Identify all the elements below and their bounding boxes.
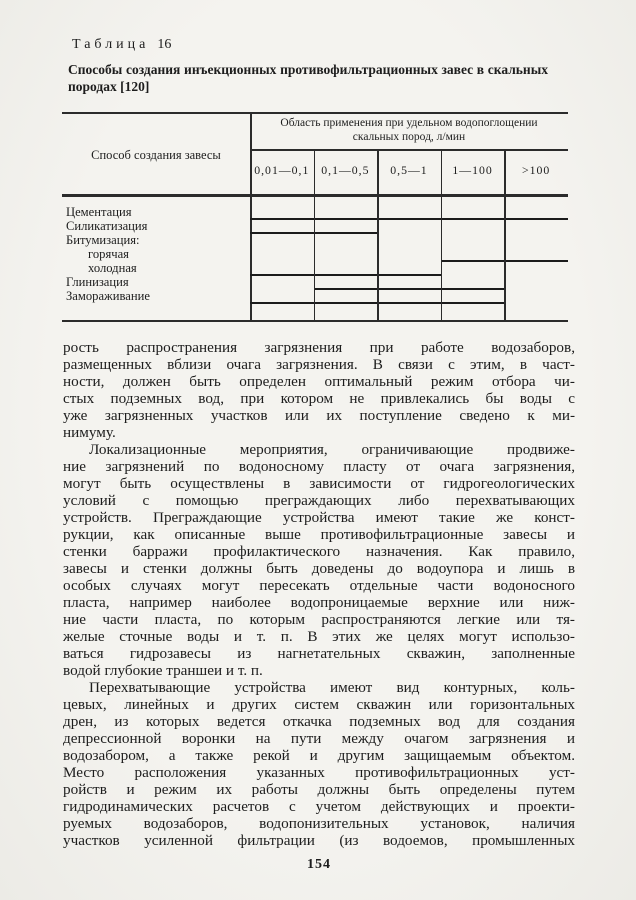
text-line: стенки барражи профилактического назначения. Как правило, <box>63 543 575 560</box>
text-line: цевых, линейных и других систем скважин или горизонтальных <box>63 696 575 713</box>
group-header-line: Область применения при удельном водопоглощении <box>280 117 538 129</box>
text-line: дрен, из которых ведется откачка подземных вод для создания <box>63 713 575 730</box>
text-line: участков усиленной фильтрации (из водоемов, промышленных <box>63 832 575 849</box>
text-line: устройств. Преграждающие устройства имеют такие же конст- <box>63 509 575 526</box>
data-table <box>62 112 568 322</box>
text-line: пласта, например наиболее водопроницаемые верхние или ниж- <box>63 594 575 611</box>
table-bottom-border <box>62 320 568 322</box>
text-line: могут быть осуществлены в зависимости от гидрогеологических <box>63 475 575 492</box>
text-line: водой глубокие траншеи и т. п. <box>63 662 263 679</box>
table-row <box>62 205 568 219</box>
table-title <box>68 62 548 95</box>
text-line: ваться гидрозавесы из нагнетательных скважин, заполненные <box>63 645 575 662</box>
paragraph <box>63 339 575 441</box>
table-row <box>62 247 568 261</box>
text-line: особых случаях могут пересекать отдельные части водоносного <box>63 577 575 594</box>
table-row <box>62 261 568 275</box>
text-line: ройств и режим их работы должны быть определены путем <box>63 781 575 798</box>
text-line: Место расположения указанных противофильтрационных уст- <box>63 764 575 781</box>
table-row <box>62 219 568 233</box>
text-line: рость распространения загрязнения при работе водозаборов, <box>63 339 575 356</box>
column-divider <box>377 149 378 320</box>
table-row <box>62 289 568 303</box>
table-word: Таблица <box>72 37 150 52</box>
table-title-line: Способы создания инъекционных противофильтрационных завес в скальных <box>68 62 548 77</box>
text-line: стых подземных вод, при котором не привлекались бы воды с <box>63 390 575 407</box>
row-label: холодная <box>88 261 137 275</box>
group-column-header <box>250 117 568 144</box>
column-header: 1—100 <box>452 163 493 177</box>
text-line: водозабором, а также рекой и другим защищаемым объектом. <box>63 747 575 764</box>
text-line: размещенных вблизи очага загрязнения. В связи с этим, в част- <box>63 356 575 373</box>
text-line: ние части пласта, по которым распространяются легкие или тя- <box>63 611 575 628</box>
row-label: горячая <box>88 247 129 261</box>
text-line: рукции, как описанные выше противофильтрационные завесы и <box>63 526 575 543</box>
column-header: 0,5—1 <box>390 163 428 177</box>
column-headers <box>250 163 568 178</box>
column-divider <box>441 149 442 320</box>
text-line: депрессионной воронки на пути между очагом загрязнения и <box>63 730 575 747</box>
stub-column-header: Способ создания завесы <box>91 148 221 162</box>
text-line: завесы и стенки должны быть доведены до водоупора и лишь в <box>63 560 575 577</box>
row-label: Цементация <box>66 205 132 219</box>
page-number: 154 <box>307 857 331 872</box>
header-bottom-border <box>62 194 568 197</box>
row-label: Глинизация <box>66 275 129 289</box>
body-text <box>63 339 575 849</box>
paragraph <box>63 441 575 679</box>
table-title-line: породах [120] <box>68 78 150 94</box>
table-num: 16 <box>157 37 172 52</box>
group-header-divider <box>250 149 568 151</box>
table-row <box>62 233 568 247</box>
text-line: руемых водозаборов, водопонизительных установок, наличия <box>63 815 575 832</box>
text-line: желые сточные воды и т. п. В этих же целях могут использо- <box>63 628 575 645</box>
row-label: Замораживание <box>66 289 150 303</box>
text-line: ние загрязнений по водоносному пласту от очага загрязнения, <box>63 458 575 475</box>
paragraph <box>63 679 575 849</box>
text-line: уже загрязненных участков или их поступление сведено к ми- <box>63 407 575 424</box>
table-number-label <box>72 37 171 53</box>
row-label: Битумизация: <box>66 233 140 247</box>
row-label: Силикатизация <box>66 219 148 233</box>
table-top-border <box>62 112 568 114</box>
table-row <box>62 275 568 289</box>
text-line: Перехватывающие устройства имеют вид контурных, коль- <box>89 679 575 696</box>
column-header: >100 <box>521 163 551 177</box>
text-line: гидродинамических расчетов с учетом действующих и проекти- <box>63 798 575 815</box>
column-divider <box>314 149 315 320</box>
column-header: 0,01—0,1 <box>254 163 310 177</box>
table-rows <box>62 205 568 303</box>
text-line: ности, должен быть определен оптимальный режим отбора чи- <box>63 373 575 390</box>
group-header-line: скальных пород, л/мин <box>352 130 466 143</box>
column-divider <box>504 149 505 320</box>
text-line: нимуму. <box>63 424 116 441</box>
text-line: условий с помощью преграждающих либо перехватывающих <box>63 492 575 509</box>
column-header: 0,1—0,5 <box>321 163 370 177</box>
text-line: Локализационные мероприятия, ограничивающие продвиже- <box>89 441 575 458</box>
